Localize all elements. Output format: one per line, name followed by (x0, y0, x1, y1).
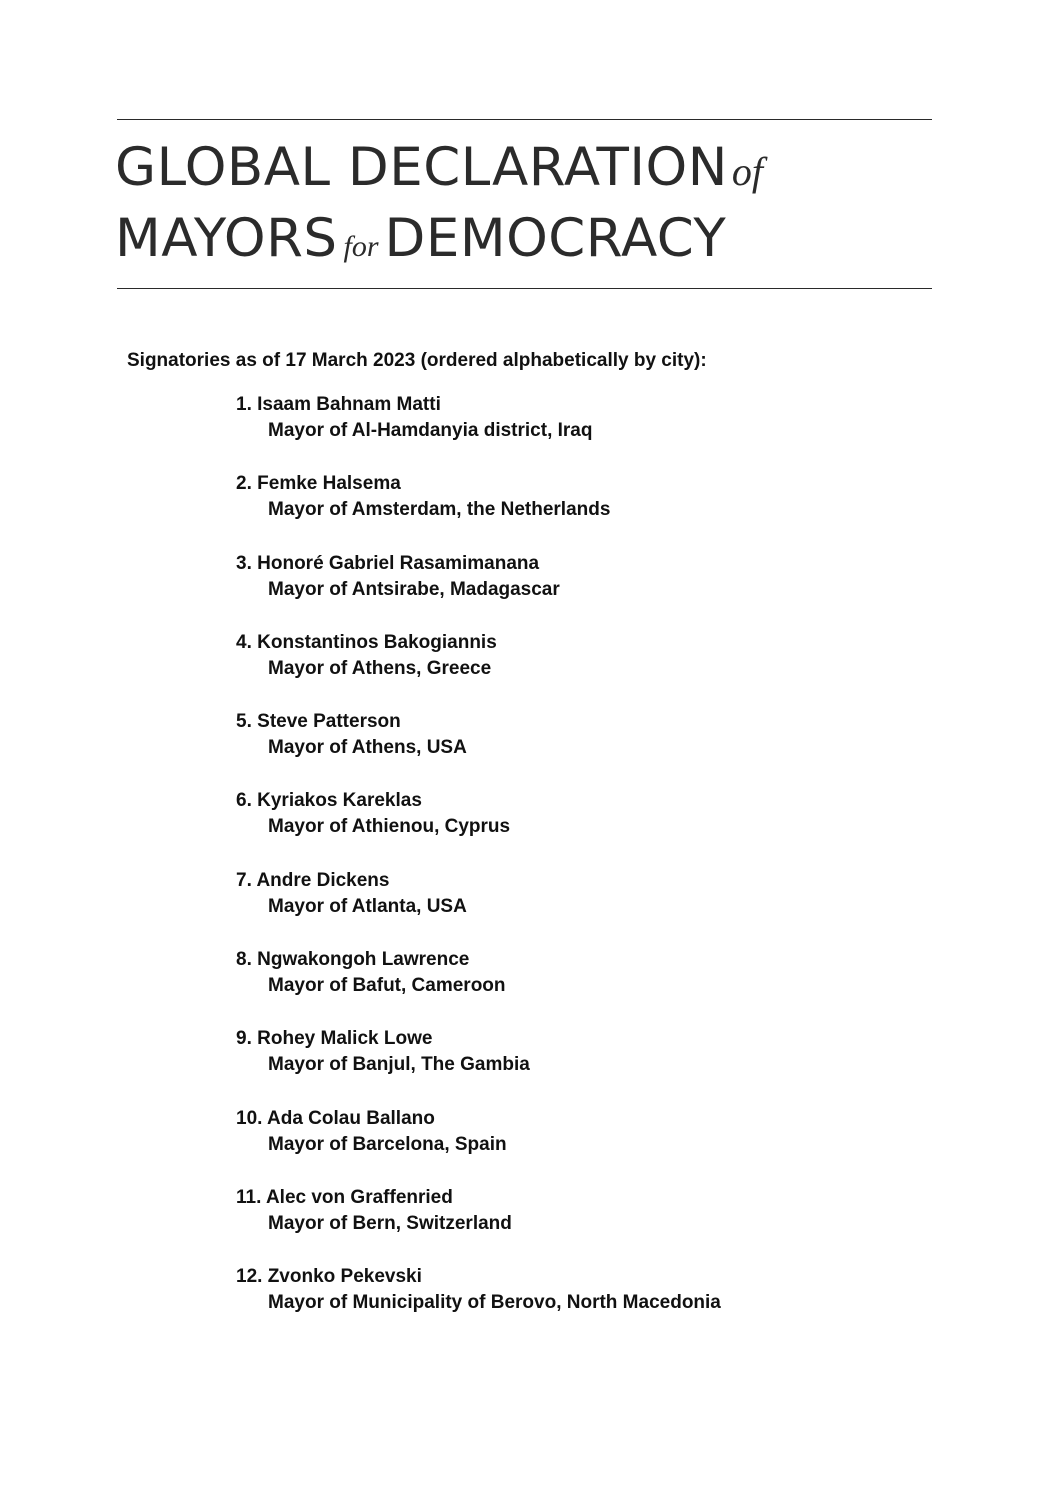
signatory-number: 2. (236, 473, 252, 495)
signatory-role: Mayor of Barcelona, Spain (268, 1133, 507, 1155)
signatory-name-line (236, 1106, 721, 1132)
signatory-name: Rohey Malick Lowe (257, 1028, 433, 1050)
signatory-number: 5. (236, 711, 252, 733)
signatory-name: Andre Dickens (256, 869, 390, 891)
title-connector-of: of (731, 149, 764, 194)
signatory-name-line (236, 868, 721, 894)
title-democracy: DEMOCRACY (384, 208, 727, 269)
signatory-entry (236, 868, 721, 947)
signatory-name-line (236, 788, 721, 814)
signatory-entry (236, 1264, 721, 1343)
signatory-role: Mayor of Bern, Switzerland (268, 1212, 512, 1234)
signatory-entry (236, 471, 721, 550)
title-line-2 (115, 208, 727, 269)
signatories-intro: Signatories as of 17 March 2023 (ordered alphabetically by city): (127, 350, 707, 371)
signatory-name-line (236, 551, 721, 577)
title-global-declaration: GLOBAL DECLARATION (115, 137, 728, 198)
signatory-number: 7. (236, 869, 252, 891)
signatory-entry (236, 788, 721, 867)
signatory-list (236, 392, 721, 1344)
signatory-name: Konstantinos Bakogiannis (257, 631, 497, 653)
signatory-name: Honoré Gabriel Rasamimanana (257, 552, 540, 574)
signatory-role: Mayor of Athienou, Cyprus (268, 816, 511, 838)
signatory-name-line (236, 947, 721, 973)
signatory-name-line (236, 630, 721, 656)
signatory-number: 10. (236, 1107, 263, 1129)
signatory-number: 9. (236, 1028, 252, 1050)
signatory-name: Ada Colau Ballano (267, 1107, 435, 1129)
signatory-entry (236, 551, 721, 630)
title-line-1 (115, 137, 767, 198)
signatory-number: 12. (236, 1266, 263, 1288)
signatory-number: 6. (236, 790, 252, 812)
signatory-entry (236, 947, 721, 1026)
signatory-entry (236, 630, 721, 709)
signatory-role: Mayor of Atlanta, USA (268, 895, 467, 917)
signatory-number: 4. (236, 631, 252, 653)
signatory-role: Mayor of Amsterdam, the Netherlands (268, 499, 611, 521)
signatory-entry (236, 392, 721, 471)
signatory-role: Mayor of Bafut, Cameroon (268, 975, 506, 997)
signatory-name: Ngwakongoh Lawrence (257, 949, 470, 971)
signatory-name: Kyriakos Kareklas (257, 790, 422, 812)
signatory-name-line (236, 1185, 721, 1211)
signatory-role: Mayor of Al-Hamdanyia district, Iraq (268, 420, 593, 441)
signatory-number: 1. (236, 394, 252, 415)
signatory-entry (236, 1106, 721, 1185)
signatory-name: Zvonko Pekevski (267, 1266, 422, 1288)
signatory-name: Steve Patterson (257, 711, 401, 733)
title-mayors: MAYORS (115, 208, 338, 269)
signatory-number: 3. (236, 552, 252, 574)
signatory-number: 11. (236, 1186, 262, 1208)
signatory-number: 8. (236, 949, 252, 971)
signatory-name-line (236, 392, 721, 418)
signatory-entry (236, 1026, 721, 1105)
signatory-name: Alec von Graffenried (265, 1186, 453, 1208)
signatory-entry (236, 1185, 721, 1264)
signatory-role: Mayor of Banjul, The Gambia (268, 1054, 530, 1076)
signatory-name-line (236, 709, 721, 735)
signatory-name: Isaam Bahnam Matti (257, 394, 441, 415)
header-top-rule (117, 119, 932, 120)
title-connector-for: for (343, 230, 379, 263)
signatory-entry (236, 709, 721, 788)
signatory-role: Mayor of Athens, Greece (268, 657, 492, 679)
signatory-name-line (236, 1264, 721, 1290)
signatory-name-line (236, 1026, 721, 1052)
header-bottom-rule (117, 288, 932, 289)
signatory-role: Mayor of Municipality of Berovo, North Macedonia (268, 1292, 721, 1314)
signatory-name-line (236, 471, 721, 497)
signatory-role: Mayor of Athens, USA (268, 737, 467, 759)
signatory-name: Femke Halsema (257, 473, 401, 495)
signatory-role: Mayor of Antsirabe, Madagascar (268, 578, 560, 600)
